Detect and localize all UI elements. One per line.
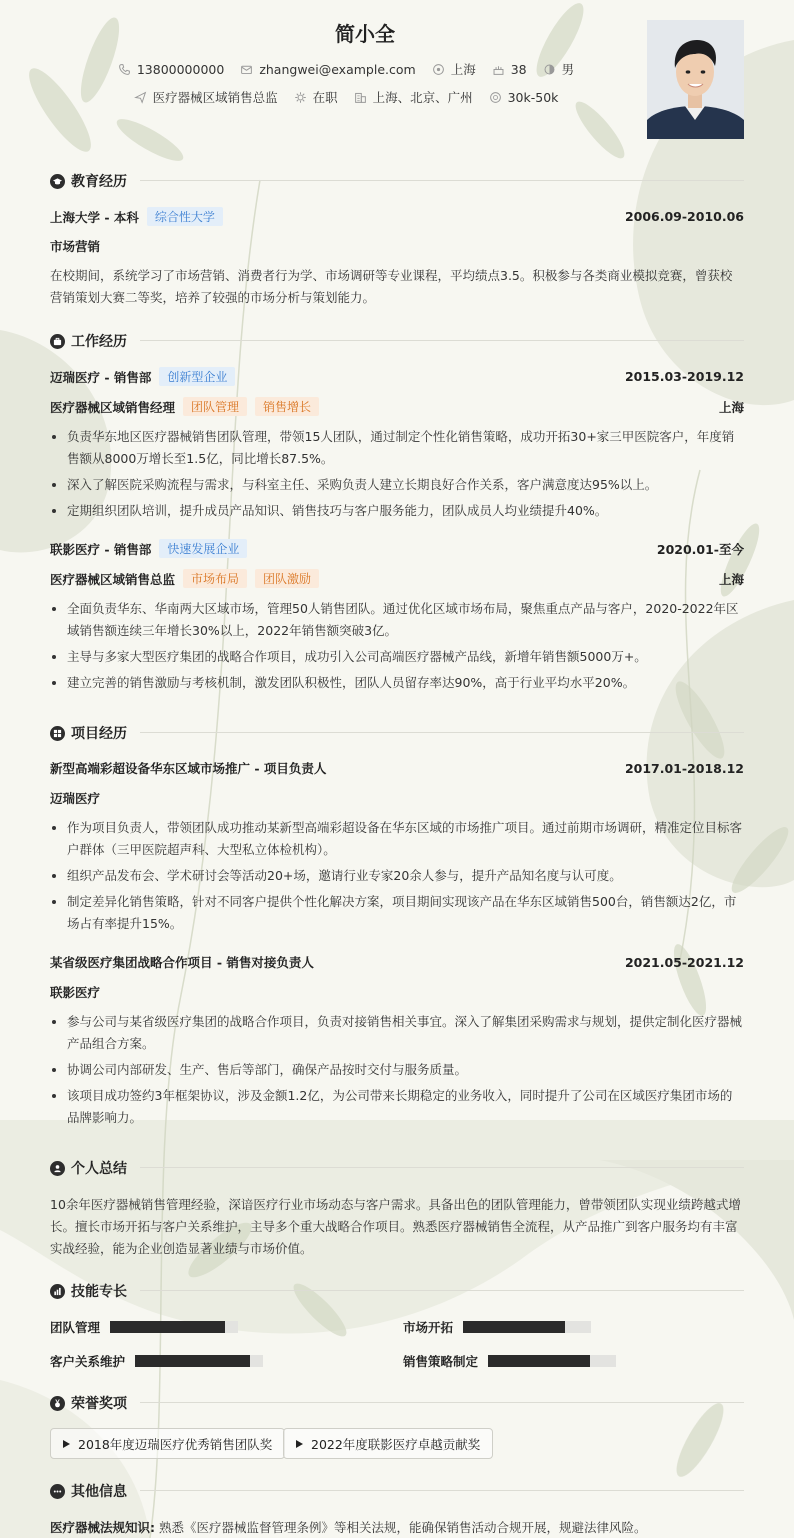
work-period: 2015.03-2019.12	[624, 369, 744, 384]
skill-bar	[488, 1355, 616, 1367]
other-info	[50, 1518, 647, 1536]
briefcase-icon	[50, 334, 65, 349]
section-skills	[50, 1281, 127, 1301]
profile-photo	[647, 20, 744, 139]
skill-tag: 团队管理	[183, 397, 247, 416]
skill-bar	[135, 1355, 263, 1367]
school-name: 上海大学 - 本科	[50, 209, 139, 225]
status-info	[294, 88, 338, 106]
city-info	[432, 60, 476, 78]
project-header	[50, 759, 744, 777]
work-role-row	[50, 569, 744, 588]
project-bullet: 协调公司内部研发、生产、售后等部门，确保产品按时交付与服务质量。	[50, 1059, 744, 1081]
skill-item	[403, 1352, 616, 1370]
skill-bar-fill	[463, 1321, 565, 1333]
section-work-title: 工作经历	[71, 334, 127, 350]
education-period: 2006.09-2010.06	[624, 209, 744, 224]
section-divider	[140, 1490, 744, 1491]
project-company: 联影医疗	[50, 985, 101, 1000]
job-title: 医疗器械区域销售经理	[50, 399, 176, 415]
play-icon	[63, 1440, 70, 1448]
work-bullet: 定期组织团队培训，提升成员产品知识、销售技巧与客户服务能力，团队成员人均业绩提升40%。	[50, 500, 744, 522]
target-city-text: 上海、北京、广州	[372, 90, 473, 105]
school-tag: 综合性大学	[147, 207, 223, 226]
section-divider	[140, 1290, 744, 1291]
work-role-row	[50, 397, 744, 416]
section-other-title: 其他信息	[71, 1484, 127, 1500]
user-icon	[50, 1161, 65, 1176]
skill-name: 团队管理	[50, 1320, 101, 1335]
project-bullet: 组织产品发布会、学术研讨会等活动20+场，邀请行业专家20余人参与，提升产品知名度与认可度。	[50, 865, 744, 887]
section-honors	[50, 1393, 127, 1413]
project-bullet: 该项目成功签约3年框架协议，涉及金额1.2亿，为公司带来长期稳定的业务收入，同时提升了公司在区域医疗集团市场的品牌影响力。	[50, 1085, 744, 1129]
project-name: 新型高端彩超设备华东区域市场推广 - 项目负责人	[50, 761, 327, 776]
section-work	[50, 331, 127, 351]
graduation-cap-icon	[50, 174, 65, 189]
position-info	[134, 88, 278, 106]
gender-info	[543, 60, 575, 78]
gender-icon	[543, 63, 556, 76]
cake-icon	[492, 63, 505, 76]
work-bullet: 深入了解医院采购流程与需求，与科室主任、采购负责人建立长期良好合作关系，客户满意度达95%以上。	[50, 474, 744, 496]
gender-text: 男	[561, 62, 575, 77]
project-bullet: 作为项目负责人，带领团队成功推动某新型高端彩超设备在华东区域的市场推广项目。通过前期市场调研，精准定位目标客户群体（三甲医院超声科、大型私立体检机构）。	[50, 817, 744, 861]
position-text: 医疗器械区域销售总监	[152, 90, 278, 105]
other-text: 熟悉《医疗器械监督管理条例》等相关法规，能确保销售活动合规开展，规避法律风险。	[158, 1520, 647, 1535]
phone-icon	[118, 63, 131, 76]
skill-item	[403, 1318, 591, 1336]
job-title: 医疗器械区域销售总监	[50, 571, 176, 587]
send-icon	[134, 91, 147, 104]
job-intent-row	[0, 88, 700, 106]
award-item	[50, 1428, 285, 1459]
city-text: 上海	[450, 62, 476, 77]
section-divider	[140, 732, 744, 733]
work-location: 上海	[718, 399, 744, 415]
candidate-name: 简小全	[335, 22, 395, 46]
gear-icon	[294, 91, 307, 104]
section-divider	[140, 1402, 744, 1403]
company-name: 迈瑞医疗 - 销售部	[50, 369, 152, 385]
award-text: 2018年度迈瑞医疗优秀销售团队奖	[78, 1436, 273, 1452]
project-bullet: 制定差异化销售策略，针对不同客户提供个性化解决方案，项目期间实现该产品在华东区域销售500台，销售额达2亿，市场占有率提升15%。	[50, 891, 744, 935]
play-icon	[296, 1440, 303, 1448]
email-text: zhangwei@example.com	[259, 61, 416, 77]
age-text: 38	[510, 61, 527, 77]
skill-name: 客户关系维护	[50, 1354, 126, 1369]
target-city-info	[354, 88, 473, 106]
skill-name: 销售策略制定	[403, 1354, 479, 1369]
skill-item	[50, 1352, 263, 1370]
award-item	[283, 1428, 493, 1459]
major: 市场营销	[50, 239, 101, 254]
section-other	[50, 1481, 127, 1501]
building-icon	[354, 91, 367, 104]
section-summary	[50, 1158, 127, 1178]
work-bullet: 建立完善的销售激励与考核机制，激发团队积极性，团队人员留存率达90%，高于行业平均水平20%。	[50, 672, 744, 694]
company-tag: 创新型企业	[159, 367, 235, 386]
education-description: 在校期间，系统学习了市场营销、消费者行为学、市场调研等专业课程，平均绩点3.5。积极参与各类商业模拟竞赛，曾获校营销策划大赛二等奖，培养了较强的市场分析与策划能力。	[50, 268, 733, 305]
company-name: 联影医疗 - 销售部	[50, 541, 152, 557]
info-icon	[50, 1484, 65, 1499]
skill-bar	[110, 1321, 238, 1333]
project-bullet: 参与公司与某省级医疗集团的战略合作项目，负责对接销售相关事宜。深入了解集团采购需求与规划，提供定制化医疗器械产品组合方案。	[50, 1011, 744, 1055]
phone-info	[118, 62, 224, 77]
status-text: 在职	[312, 90, 338, 105]
skill-tag: 销售增长	[255, 397, 319, 416]
skill-tag: 团队激励	[255, 569, 319, 588]
mail-icon	[240, 63, 253, 76]
work-bullet: 主导与多家大型医疗集团的战略合作项目，成功引入公司高端医疗器械产品线，新增年销售额5000万+。	[50, 646, 744, 668]
section-education	[50, 171, 127, 191]
coin-icon	[489, 91, 502, 104]
section-projects	[50, 723, 127, 743]
education-header	[50, 207, 744, 226]
contact-row	[0, 60, 700, 78]
bar-chart-icon	[50, 1284, 65, 1299]
section-education-title: 教育经历	[71, 174, 127, 190]
section-divider	[140, 340, 744, 341]
work-bullet: 全面负责华东、华南两大区域市场，管理50人销售团队。通过优化区域市场布局，聚焦重点产品与客户，2020-2022年区域销售额连续三年增长30%以上，2022年销售额突破3亿。	[50, 598, 744, 642]
project-period: 2021.05-2021.12	[624, 954, 744, 970]
skill-bar-fill	[488, 1355, 590, 1367]
work-location: 上海	[718, 571, 744, 587]
skill-name: 市场开拓	[403, 1320, 454, 1335]
company-tag: 快速发展企业	[159, 539, 247, 558]
project-period: 2017.01-2018.12	[624, 760, 744, 776]
skill-bar-fill	[110, 1321, 225, 1333]
salary-info	[489, 90, 559, 105]
salary-text: 30k-50k	[507, 89, 559, 105]
age-info	[492, 62, 527, 77]
work-item-header	[50, 539, 744, 558]
phone-text: 13800000000	[136, 61, 225, 77]
work-period: 2020.01-至今	[656, 541, 744, 557]
section-skills-title: 技能专长	[71, 1284, 127, 1300]
project-company: 迈瑞医疗	[50, 791, 101, 806]
skill-bar	[463, 1321, 591, 1333]
work-bullet: 负责华东地区医疗器械销售团队管理，带领15人团队，通过制定个性化销售策略，成功开拓30+家三甲医院客户，年度销售额从8000万增长至1.5亿，同比增长87.5%。	[50, 426, 744, 470]
work-item-header	[50, 367, 744, 386]
section-projects-title: 项目经历	[71, 726, 127, 742]
grid-icon	[50, 726, 65, 741]
section-summary-title: 个人总结	[71, 1161, 127, 1177]
project-name: 某省级医疗集团战略合作项目 - 销售对接负责人	[50, 955, 314, 970]
section-divider	[140, 180, 744, 181]
skill-tag: 市场布局	[183, 569, 247, 588]
award-text: 2022年度联影医疗卓越贡献奖	[311, 1436, 481, 1452]
location-icon	[432, 63, 445, 76]
skill-item	[50, 1318, 238, 1336]
section-divider	[140, 1167, 744, 1168]
other-label: 医疗器械法规知识:	[50, 1520, 155, 1535]
skill-bar-fill	[135, 1355, 250, 1367]
email-info	[240, 62, 415, 77]
section-honors-title: 荣誉奖项	[71, 1396, 127, 1412]
project-header	[50, 953, 744, 971]
medal-icon	[50, 1396, 65, 1411]
summary-text: 10余年医疗器械销售管理经验，深谙医疗行业市场动态与客户需求。具备出色的团队管理能力，曾带领团队实现业绩跨越式增长。擅长市场开拓与客户关系维护，主导多个重大战略合作项目。熟悉医疗器械销售全流程，从产品推广到客户服务均有丰富实战经验，能为企业创造显著业绩与市场价值。	[50, 1197, 741, 1256]
